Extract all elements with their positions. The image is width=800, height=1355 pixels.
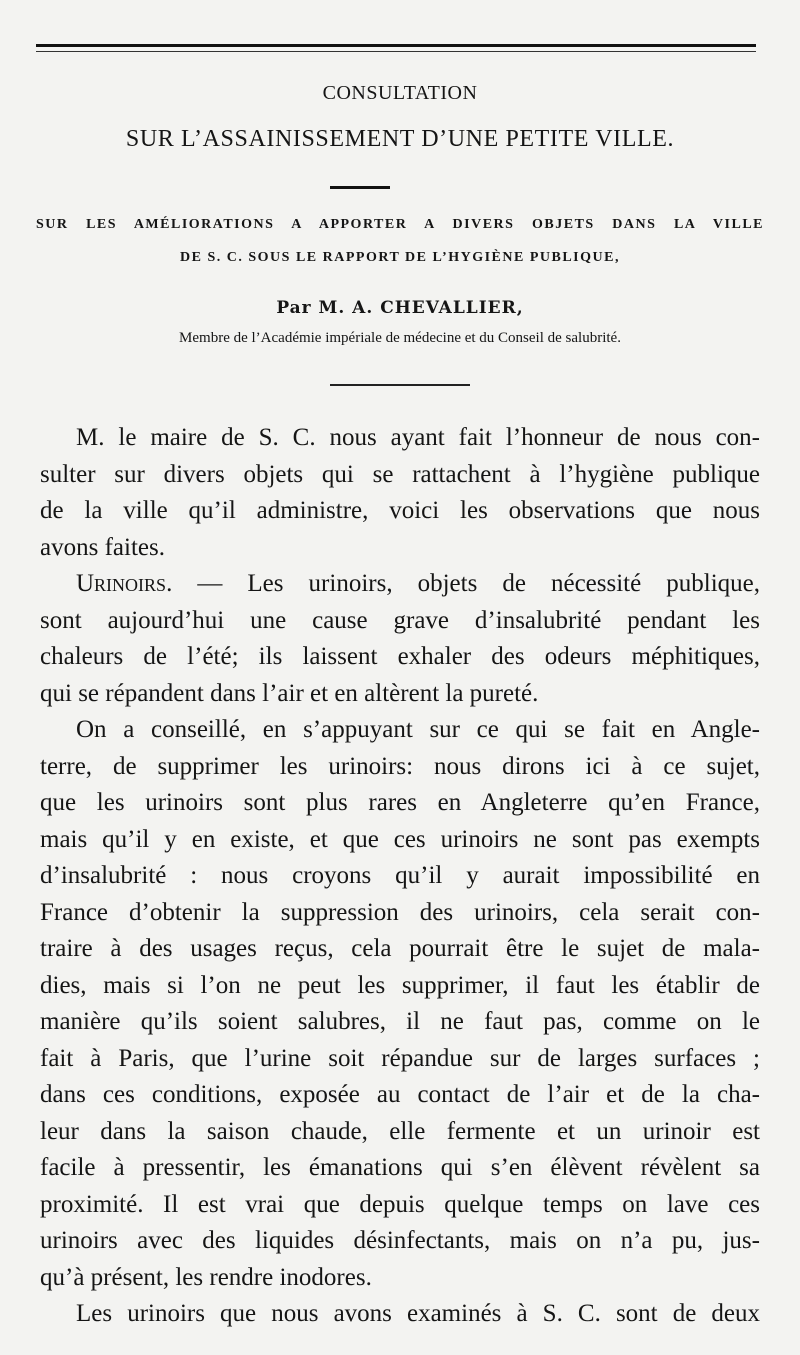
subtitle-line-1: SUR LES AMÉLIORATIONS A APPORTER A DIVERS OBJETS DANS LA VILLE — [36, 217, 764, 232]
text-line: traire à des usages reçus, cela pourrait être le sujet de mala- — [40, 935, 760, 962]
text-line: manière qu’ils soient salubres, il ne faut pas, comme on le — [40, 1008, 760, 1035]
paragraph-urinoirs — [40, 566, 760, 712]
author-affiliation: Membre de l’Académie impériale de médecine et du Conseil de salubrité. — [179, 330, 621, 346]
text-line: mais qu’il y en existe, et que ces urinoirs ne sont pas exempts — [40, 825, 760, 853]
text-line: sulter sur divers objets qui se rattachent à l’hygiène publique — [40, 460, 760, 488]
text-line: qu’à présent, les rendre inodores. — [40, 1263, 372, 1291]
top-thin-rule — [36, 51, 756, 52]
text-line: de la ville qu’il administre, voici les observations que nous — [40, 497, 760, 524]
text-line: Les urinoirs que nous avons examinés à S. C. sont de deux — [76, 1300, 760, 1327]
text-fragment: — Les urinoirs, objets de nécessité publique, — [197, 570, 761, 597]
section-lead: Urinoirs. — [76, 570, 173, 597]
text-line: que les urinoirs sont plus rares en Angleterre qu’en France, — [40, 789, 760, 816]
paragraph-examined — [40, 1296, 760, 1333]
section-divider — [330, 384, 470, 386]
text-line: dans ces conditions, exposée au contact de l’air et de la cha- — [40, 1081, 760, 1108]
paragraph-intro — [40, 420, 760, 566]
text-line: avons faites. — [40, 533, 165, 561]
author-byline: Par M. A. CHEVALLIER, — [276, 298, 524, 318]
text-line: terre, de supprimer les urinoirs: nous dirons ici à ce sujet, — [40, 752, 760, 780]
title-line-2: SUR L’ASSAINISSEMENT D’UNE PETITE VILLE. — [125, 126, 675, 152]
top-double-rule — [36, 44, 756, 47]
text-line — [40, 566, 760, 603]
text-line: fait à Paris, que l’urine soit répandue sur de larges surfaces ; — [40, 1044, 760, 1072]
text-line: urinoirs avec des liquides désinfectants, mais on n’a pu, jus- — [40, 1227, 760, 1254]
title-line-1: CONSULTATION — [322, 82, 478, 104]
paragraph-england — [40, 712, 760, 1296]
text-line: chaleurs de l’été; ils laissent exhaler des odeurs méphitiques, — [40, 643, 760, 670]
text-line: dies, mais si l’on ne peut les supprimer, il faut les établir de — [40, 971, 760, 999]
text-line: qui se répandent dans l’air et en altèrent la pureté. — [40, 679, 539, 707]
text-line: France d’obtenir la suppression des urinoirs, cela serait con- — [40, 898, 760, 926]
subtitle-line-2: DE S. C. SOUS LE RAPPORT DE L’HYGIÈNE PUBLIQUE, — [180, 250, 620, 265]
text-line: d’insalubrité : nous croyons qu’il y aurait impossibilité en — [40, 862, 760, 889]
text-line: leur dans la saison chaude, elle fermente et un urinoir est — [40, 1117, 760, 1145]
text-line: sont aujourd’hui une cause grave d’insalubrité pendant les — [40, 606, 760, 634]
text-line: M. le maire de S. C. nous ayant fait l’honneur de nous con- — [76, 424, 760, 451]
text-line: facile à pressentir, les émanations qui s’en élèvent révèlent sa — [40, 1154, 760, 1181]
text-line: proximité. Il est vrai que depuis quelque temps on lave ces — [40, 1190, 760, 1218]
title-divider — [330, 186, 390, 189]
text-line: On a conseillé, en s’appuyant sur ce qui se fait en Angle- — [76, 716, 760, 743]
